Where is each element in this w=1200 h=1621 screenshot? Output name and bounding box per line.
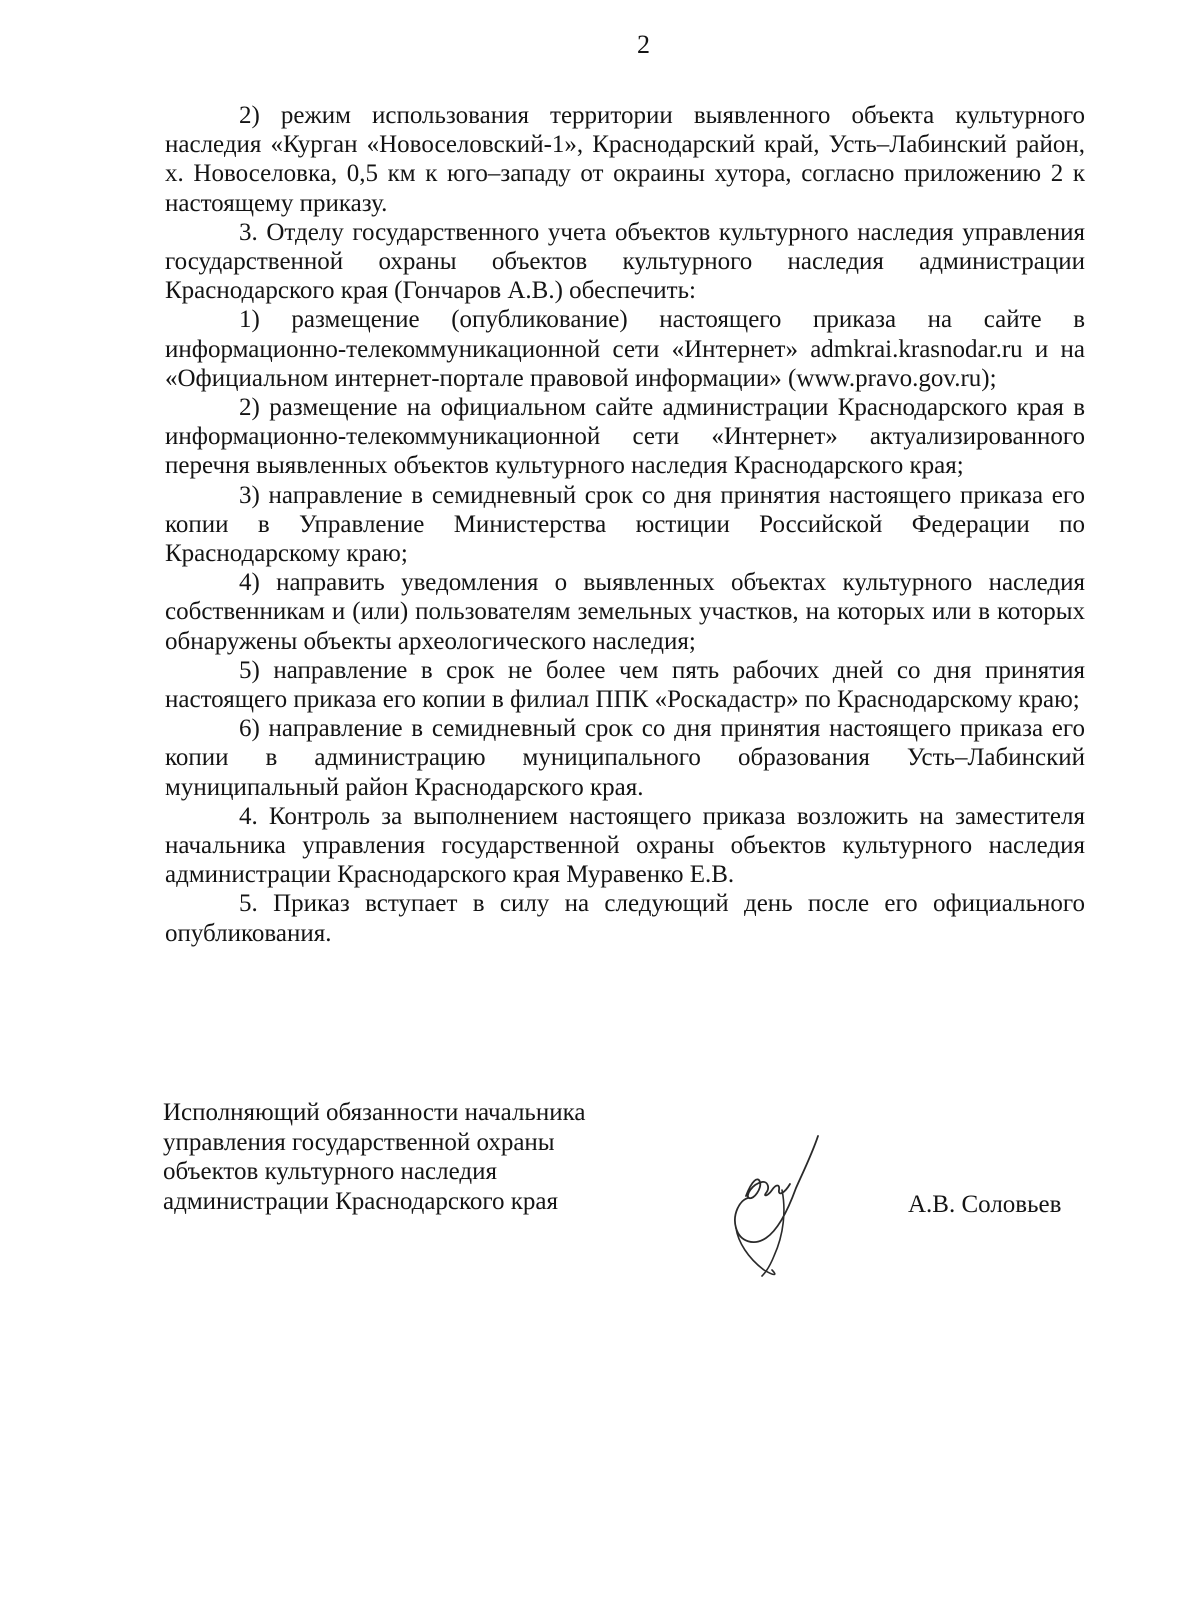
paragraph-subitem-6-municipal-administration: 6) направление в семидневный срок со дня принятия настоящего приказа его копии в администрацию муниципального образования Усть–Лабинский муниципальный район Краснодарского края. xyxy=(165,715,1085,801)
paragraph-item-5-entry-into-force: 5. Приказ вступает в силу на следующий день после его официального опубликования. xyxy=(165,890,1085,947)
paragraph-item-4-control: 4. Контроль за выполнением настоящего приказа возложить на заместителя начальника управления государственной охраны объектов культурного наследия администрации Краснодарского края Муравенко Е.В. xyxy=(165,802,1085,889)
signer-name: А.В. Соловьев xyxy=(908,1191,1062,1218)
handwritten-signature xyxy=(722,1130,832,1280)
document-body xyxy=(165,101,1085,948)
signatory-position xyxy=(163,1098,585,1216)
signatory-position-line: объектов культурного наследия xyxy=(163,1158,497,1185)
paragraph-subitem-4-owner-notifications: 4) направить уведомления о выявленных объектах культурного наследия собственникам и (или) пользователям земельных участков, на которых или в которых обнаружены объекты археологического наследия; xyxy=(165,569,1085,655)
signatory-position-line: Исполняющий обязанности начальника xyxy=(163,1099,586,1126)
signatory-position-line: администрации Краснодарского края xyxy=(163,1187,559,1215)
paragraph-item-2-land-use-regime: 2) режим использования территории выявленного объекта культурного наследия «Курган «Новоселовский-1», Краснодарский край, Усть–Лабинский район, х. Новоселовка, 0,5 км к юго–западу от окраины хутора, согласно приложению 2 к настоящему приказу. xyxy=(165,102,1085,217)
page-number: 2 xyxy=(637,30,650,59)
paragraph-subitem-1-publication: 1) размещение (опубликование) настоящего приказа на сайте в информационно-телекоммуникационной сети «Интернет» admkrai.krasnodar.ru и на «Официальном интернет-портале правовой информации» (www.pravo.gov.ru); xyxy=(165,306,1085,392)
paragraph-item-3-state-registry-department: 3. Отделу государственного учета объектов культурного наследия управления государственной охраны объектов культурного наследия администрации Краснодарского края (Гончаров А.В.) обеспечить: xyxy=(165,218,1085,305)
paragraph-subitem-2-website-list: 2) размещение на официальном сайте администрации Краснодарского края в информационно-телекоммуникационной сети «Интернет» актуализированного перечня выявленных объектов культурного наследия Краснодарского края; xyxy=(165,394,1085,480)
signatory-position-line: управления государственной охраны xyxy=(163,1128,555,1156)
paragraph-subitem-5-roskadastr: 5) направление в срок не более чем пять рабочих дней со дня принятия настоящего приказа его копии в филиал ППК «Роскадастр» по Краснодарскому краю; xyxy=(165,656,1085,714)
paragraph-subitem-3-ministry-of-justice: 3) направление в семидневный срок со дня принятия настоящего приказа его копии в Управление Министерства юстиции Российской Федерации по Краснодарскому краю; xyxy=(165,481,1085,568)
